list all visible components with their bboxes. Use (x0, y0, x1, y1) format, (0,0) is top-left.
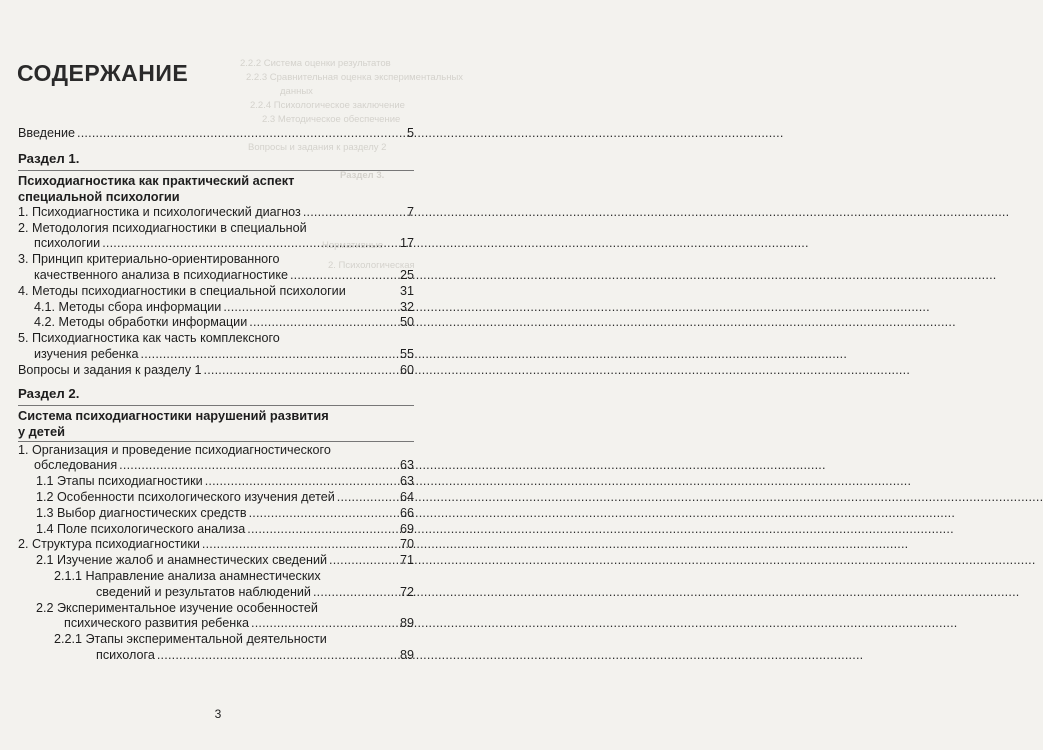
toc-entry-page: 63 (399, 458, 414, 473)
toc-entry-label: 2.2.1 Этапы экспериментальной деятельности (54, 632, 327, 647)
dot-leader (157, 648, 398, 664)
dot-leader (204, 363, 398, 379)
section-rule (18, 441, 414, 442)
bleed-through-text: данных (280, 86, 313, 97)
toc-entry[interactable] (18, 537, 414, 553)
section-1-title-line: Психодиагностика как практический аспект (18, 173, 295, 189)
toc-entry-label: 2. Структура психодиагностики (18, 537, 200, 552)
bleed-through-text: 2. Психологическая (328, 260, 415, 271)
toc-entry[interactable] (18, 363, 414, 379)
toc-entry-label: 1. Организация и проведение психодиагностического (18, 442, 331, 457)
toc-entry-label: Введение (18, 126, 76, 140)
dot-leader (249, 506, 398, 522)
toc-entry-label: 3. Принцип критериально-ориентированного (18, 252, 280, 267)
toc-entry-label: 5. Психодиагностика как часть комплексного (18, 331, 280, 346)
toc-entry-page: 32 (399, 299, 414, 314)
dot-leader (303, 205, 405, 221)
bleed-through-text: 2.2.3 Сравнительная оценка экспериментальных (246, 72, 464, 83)
toc-entry-label: психологии (34, 236, 101, 251)
dot-leader (329, 553, 398, 569)
dot-leader (141, 347, 398, 363)
toc-entry[interactable] (18, 347, 414, 363)
toc-entry-intro[interactable] (18, 126, 414, 142)
toc-entry[interactable] (18, 300, 414, 316)
toc-entry[interactable] (18, 522, 414, 538)
toc-entry-label: Вопросы и задания к разделу 1 (18, 362, 202, 377)
toc-entry-page: 55 (399, 346, 414, 361)
toc-entry-label: 1. Психодиагностика и психологический диагноз (18, 204, 301, 219)
toc-entry[interactable] (18, 648, 414, 664)
toc-entry[interactable] (18, 315, 414, 331)
toc-entry-label: 1.2 Особенности психологического изучения детей (36, 489, 335, 504)
toc-entry[interactable] (18, 236, 414, 252)
toc-entry[interactable] (18, 458, 414, 474)
toc-entry-page: 17 (399, 236, 414, 251)
bleed-through-text: 2.2.4 Психологическое заключение (250, 100, 405, 111)
toc-entry[interactable] (18, 284, 414, 300)
dot-leader (205, 474, 398, 490)
toc-entry[interactable] (18, 506, 414, 522)
toc-entry-label: 2.1 Изучение жалоб и анамнестических сведений (36, 553, 328, 568)
bleed-through-text: Нормативные (322, 240, 384, 251)
dot-leader (223, 300, 398, 316)
section-2-title-line: Система психодиагностики нарушений развития (18, 407, 329, 423)
toc-entry-page: 71 (399, 553, 414, 568)
bleed-through-text: 2.2.2 Система оценки результатов (240, 58, 391, 69)
dot-leader (102, 236, 398, 252)
toc-entry-label: обследования (34, 458, 118, 473)
toc-entry-page: 7 (406, 204, 414, 219)
toc-entry-page: 5 (406, 126, 414, 140)
page-number: 3 (214, 707, 222, 721)
bleed-through-text: Вопросы и задания к разделу 2 (248, 142, 387, 153)
toc-entry-page: 89 (399, 616, 414, 631)
toc-entry-page: 70 (399, 537, 414, 552)
toc-entry-label: 1.4 Поле психологического анализа (36, 521, 246, 536)
toc-entry-label: изучения ребенка (34, 346, 139, 361)
section-2-title-line: у детей (18, 423, 65, 439)
dot-leader (119, 458, 398, 474)
toc-entry-page: 69 (399, 521, 414, 536)
toc-entry-label: 4.1. Методы сбора информации (34, 299, 222, 314)
section-rule (18, 170, 414, 171)
toc-entry[interactable] (18, 585, 414, 601)
toc-entry-label: 1.1 Этапы психодиагностики (36, 474, 203, 489)
toc-entry-page: 25 (399, 267, 414, 282)
toc-entry-page: 66 (399, 505, 414, 520)
toc-entry-page: 50 (399, 315, 414, 330)
toc-entry-label: психического развития ребенка (64, 616, 249, 631)
bleed-through-text: 2.3 Методическое обеспечение (262, 114, 401, 125)
dot-leader (202, 537, 398, 553)
toc-entry-label: 4. Методы психодиагностики в специальной психологии (18, 283, 346, 298)
dot-leader (77, 126, 405, 142)
toc-entry-label: качественного анализа в психодиагностике (34, 267, 288, 282)
toc-entry[interactable] (18, 490, 414, 506)
toc-entry-label: сведений и результатов наблюдений (96, 584, 311, 599)
toc-entry-label: 2. Методология психодиагностики в специальной (18, 220, 307, 235)
section-rule (18, 405, 414, 406)
toc-entry-label: 2.2 Экспериментальное изучение особенностей (36, 600, 318, 615)
toc-entry[interactable] (18, 268, 414, 284)
toc-entry[interactable] (18, 205, 414, 221)
toc-entry[interactable] (18, 616, 414, 632)
toc-entry[interactable] (18, 553, 414, 569)
section-1-title-line: специальной психологии (18, 189, 180, 204)
dot-leader (247, 522, 398, 538)
toc-entry-page: 64 (399, 489, 414, 504)
dot-leader (290, 268, 398, 284)
bleed-through-text: Раздел 3. (340, 170, 385, 181)
dot-leader (337, 490, 398, 506)
toc-entry-page: 63 (399, 474, 414, 489)
toc-entry-page: 60 (399, 362, 414, 377)
dot-leader (313, 585, 398, 601)
page-title: СОДЕРЖАНИЕ (17, 60, 189, 86)
toc-entry-label: 4.2. Методы обработки информации (34, 315, 248, 330)
toc-entry-label: психолога (96, 647, 155, 662)
toc-entry-page: 72 (399, 584, 414, 599)
toc-entry-label: 1.3 Выбор диагностических средств (36, 505, 247, 520)
section-2-heading: Раздел 2. (18, 385, 80, 401)
toc-entry-label: 2.1.1 Направление анализа анамнестических (54, 568, 321, 583)
table-of-contents (18, 126, 414, 664)
toc-entry-page: 89 (399, 647, 414, 662)
toc-entry[interactable] (18, 474, 414, 490)
dot-leader (249, 315, 398, 331)
section-1-heading: Раздел 1. (18, 150, 80, 166)
dot-leader (251, 616, 398, 632)
toc-entry-page: 31 (399, 283, 414, 298)
